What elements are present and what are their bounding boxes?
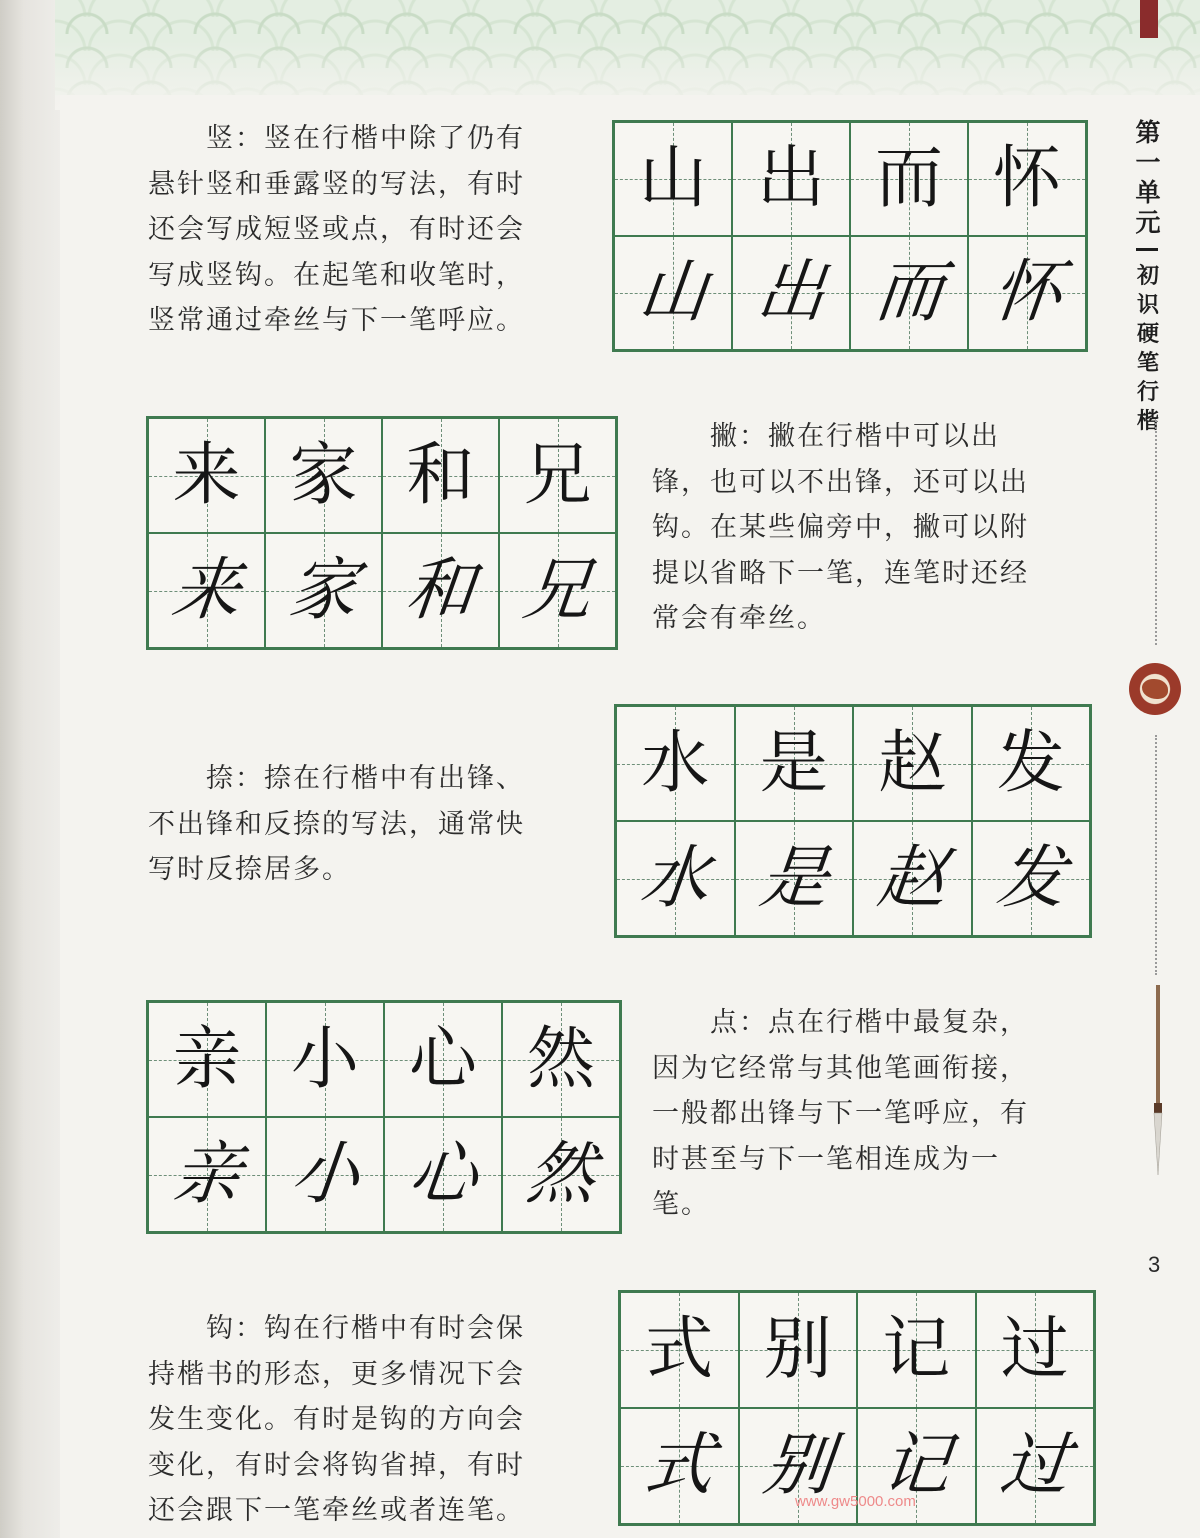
model-character: 亲 bbox=[168, 1134, 246, 1214]
watermark: www.gw5000.com bbox=[795, 1493, 916, 1510]
model-character: 式 bbox=[641, 1426, 718, 1505]
text-line: 常会有牵丝。 bbox=[652, 603, 826, 634]
grid-cell bbox=[499, 533, 616, 648]
model-character: 而 bbox=[874, 139, 943, 218]
model-character: 然 bbox=[522, 1134, 600, 1214]
grid-cell bbox=[614, 236, 732, 350]
grid-cell bbox=[502, 1117, 620, 1232]
model-character: 亲 bbox=[172, 1019, 241, 1099]
grid-cell bbox=[616, 821, 735, 936]
text-line: 写时反捺居多。 bbox=[148, 854, 351, 885]
text-line: 变化，有时会将钩省掉，有时 bbox=[148, 1449, 525, 1481]
grid-cell bbox=[148, 1002, 266, 1117]
grid-cell bbox=[857, 1292, 976, 1408]
text-line: 撇：撇在行楷中可以出 bbox=[652, 421, 1000, 452]
paragraph-gou bbox=[148, 1306, 525, 1534]
model-character: 山 bbox=[634, 253, 712, 332]
grid-cell bbox=[265, 418, 382, 533]
grid-cell bbox=[384, 1117, 502, 1232]
text-line: 竖：竖在行楷中除了仍有 bbox=[148, 123, 525, 154]
model-character: 小 bbox=[286, 1134, 364, 1214]
grid-cell bbox=[853, 706, 972, 821]
grid-cell bbox=[382, 533, 499, 648]
text-line: 时甚至与下一笔相连成为一 bbox=[652, 1143, 1000, 1175]
sidebar-dotted-rule bbox=[1155, 735, 1157, 975]
model-character: 怀 bbox=[992, 139, 1061, 218]
model-character: 山 bbox=[638, 139, 707, 218]
text-line: 点：点在行楷中最复杂， bbox=[652, 1007, 1029, 1038]
grid-cell bbox=[972, 821, 1091, 936]
text-line: 还会跟下一笔牵丝或者连笔。 bbox=[148, 1495, 525, 1526]
character-grid-dian bbox=[146, 1000, 622, 1234]
model-character: 家 bbox=[285, 550, 362, 630]
text-line: 因为它经常与其他笔画衔接， bbox=[652, 1052, 1029, 1084]
bookmark-tab bbox=[1140, 0, 1158, 38]
grid-cell bbox=[732, 236, 850, 350]
character-grid-pie bbox=[146, 416, 618, 650]
grid-cell bbox=[968, 122, 1086, 236]
model-character: 家 bbox=[289, 435, 358, 515]
grid-cell bbox=[968, 236, 1086, 350]
grid-cell bbox=[976, 1408, 1095, 1524]
seal-icon bbox=[1129, 663, 1181, 715]
paragraph-shu bbox=[148, 116, 525, 344]
page-number: 3 bbox=[1148, 1252, 1161, 1277]
grid-cell bbox=[732, 122, 850, 236]
model-character: 记 bbox=[882, 1310, 951, 1389]
model-character: 和 bbox=[402, 550, 479, 630]
model-character: 小 bbox=[290, 1019, 359, 1099]
grid-cell bbox=[620, 1408, 739, 1524]
model-character: 心 bbox=[404, 1134, 482, 1214]
text-line: 钩：钩在行楷中有时会保 bbox=[148, 1313, 525, 1344]
model-character: 赵 bbox=[874, 838, 951, 918]
text-line: 一般都出锋与下一笔呼应，有 bbox=[652, 1098, 1029, 1129]
paragraph-pie bbox=[652, 414, 1029, 642]
grid-cell bbox=[382, 418, 499, 533]
text-line: 还会写成短竖或点，有时还会 bbox=[148, 214, 525, 245]
header-fade bbox=[55, 40, 1200, 110]
grid-cell bbox=[384, 1002, 502, 1117]
model-character: 赵 bbox=[878, 723, 947, 803]
model-character: 出 bbox=[756, 139, 825, 218]
grid-cell bbox=[616, 706, 735, 821]
sidebar-divider bbox=[1136, 248, 1158, 251]
model-character: 是 bbox=[755, 838, 832, 918]
grid-cell bbox=[614, 122, 732, 236]
text-line: 写成竖钩。在起笔和收笔时， bbox=[148, 259, 525, 291]
paragraph-na bbox=[148, 756, 525, 893]
grid-cell bbox=[502, 1002, 620, 1117]
grid-cell bbox=[853, 821, 972, 936]
character-grid-gou bbox=[618, 1290, 1096, 1526]
model-character: 水 bbox=[641, 723, 710, 803]
model-character: 和 bbox=[406, 435, 475, 515]
model-character: 兄 bbox=[519, 550, 596, 630]
model-character: 发 bbox=[992, 838, 1069, 918]
text-line: 笔。 bbox=[652, 1189, 710, 1220]
grid-cell bbox=[620, 1292, 739, 1408]
paragraph-dian bbox=[652, 1000, 1029, 1228]
text-line: 持楷书的形态，更多情况下会 bbox=[148, 1358, 525, 1390]
text-line: 钩。在某些偏旁中，撇可以附 bbox=[652, 512, 1029, 543]
text-line: 不出锋和反捺的写法，通常快 bbox=[148, 808, 525, 840]
model-character: 水 bbox=[637, 838, 714, 918]
grid-cell bbox=[850, 236, 968, 350]
model-character: 是 bbox=[759, 723, 828, 803]
grid-cell bbox=[850, 122, 968, 236]
sidebar-chapter-title: 初识硬笔行楷 bbox=[1136, 264, 1159, 434]
model-character: 而 bbox=[870, 253, 948, 332]
model-character: 怀 bbox=[988, 253, 1066, 332]
seal-emblem bbox=[1142, 679, 1168, 699]
grid-cell bbox=[976, 1292, 1095, 1408]
text-line: 锋，也可以不出锋，还可以出 bbox=[652, 466, 1029, 498]
model-character: 然 bbox=[526, 1019, 595, 1099]
grid-cell bbox=[499, 418, 616, 533]
grid-cell bbox=[735, 706, 854, 821]
grid-cell bbox=[148, 1117, 266, 1232]
book-spine-shadow bbox=[0, 0, 60, 1538]
model-character: 出 bbox=[752, 253, 830, 332]
model-character: 来 bbox=[168, 550, 245, 630]
grid-cell bbox=[148, 533, 265, 648]
text-line: 发生变化。有时是钩的方向会 bbox=[148, 1404, 525, 1435]
grid-cell bbox=[265, 533, 382, 648]
model-character: 来 bbox=[172, 435, 241, 515]
sidebar-unit-title: 第一单元 bbox=[1135, 118, 1161, 237]
text-line: 捺：捺在行楷中有出锋、 bbox=[148, 763, 525, 794]
model-character: 别 bbox=[763, 1310, 832, 1389]
model-character: 兄 bbox=[523, 435, 592, 515]
model-character: 发 bbox=[996, 723, 1065, 803]
character-grid-shu bbox=[612, 120, 1088, 352]
grid-cell bbox=[148, 418, 265, 533]
brush-icon bbox=[1151, 985, 1165, 1175]
grid-cell bbox=[266, 1002, 384, 1117]
model-character: 心 bbox=[408, 1019, 477, 1099]
text-line: 竖常通过牵丝与下一笔呼应。 bbox=[148, 305, 525, 336]
character-grid-na bbox=[614, 704, 1092, 938]
text-line: 悬针竖和垂露竖的写法，有时 bbox=[148, 168, 525, 200]
grid-cell bbox=[972, 706, 1091, 821]
model-character: 过 bbox=[1000, 1310, 1069, 1389]
model-character: 记 bbox=[878, 1426, 955, 1505]
text-line: 提以省略下一笔，连笔时还经 bbox=[652, 557, 1029, 589]
sidebar-dotted-rule bbox=[1155, 420, 1157, 645]
grid-cell bbox=[266, 1117, 384, 1232]
model-character: 过 bbox=[996, 1426, 1073, 1505]
model-character: 式 bbox=[645, 1310, 714, 1389]
grid-cell bbox=[735, 821, 854, 936]
grid-cell bbox=[739, 1292, 858, 1408]
model-character: 别 bbox=[759, 1426, 836, 1505]
